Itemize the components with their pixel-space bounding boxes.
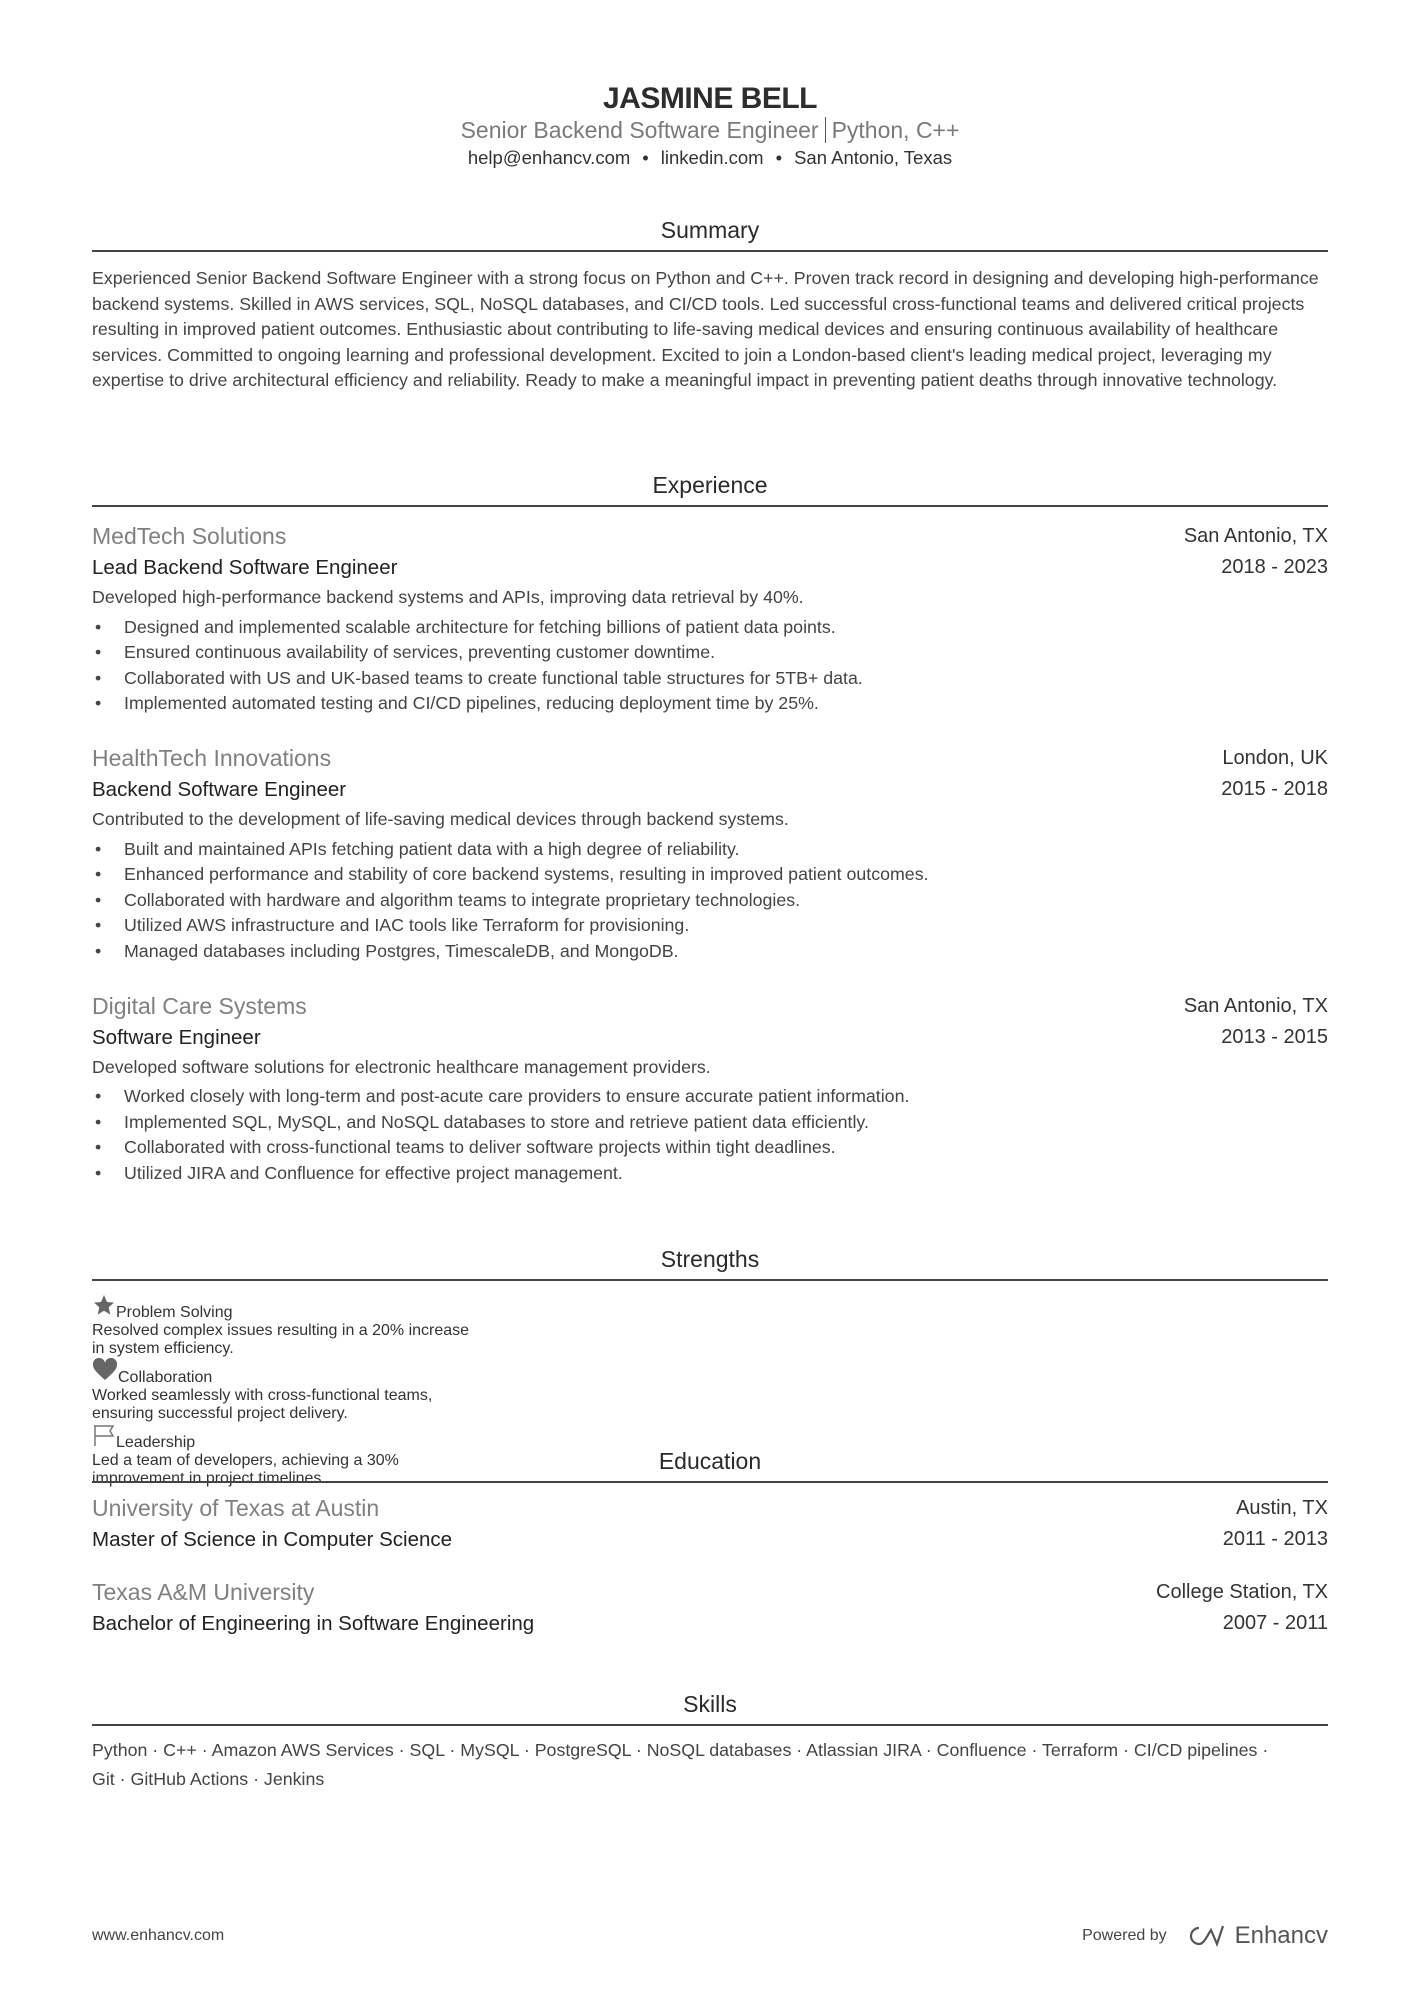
education-item (92, 1577, 1328, 1639)
bullet-item: • Collaborated with hardware and algorithm teams to integrate proprietary technologies. (92, 888, 1328, 914)
summary-text: Experienced Senior Backend Software Engineer with a strong focus on Python and C++. Proven track record in designing and developing high-performance backend systems. Skilled in AWS services, SQL, NoSQL databases, and CI/CD tools. Led successful cross-functional teams and delivered critical projects resulting in improved patient outcomes. Enthusiastic about contributing to life-saving medical devices and ensuring continuous availability of healthcare services. Committed to ongoing learning and professional development. Excited to join a London-based client's leading medical project, leveraging my expertise to drive architectural efficiency and reliability. Ready to make a meaningful impact in preventing patient deaths through innovative technology. (92, 268, 1319, 391)
job-location: San Antonio, TX (1183, 525, 1328, 547)
section-heading: Skills (92, 1690, 1328, 1726)
section-heading: Summary (92, 216, 1328, 252)
strength-title: Collaboration (118, 1369, 213, 1386)
footer (92, 1922, 1328, 1950)
school-name: University of Texas at Austin (92, 1495, 380, 1521)
title-skills: Python, C++ (831, 117, 960, 143)
experience-section (92, 471, 1328, 1187)
contact-info: help@enhancv.com • linkedin.com • San Antonio, Texas (467, 147, 953, 168)
skills-section (92, 1690, 1328, 1794)
job-entry (92, 743, 1328, 965)
job-dates: 2018 - 2023 (1221, 556, 1328, 578)
strength-desc: Worked seamlessly with cross-functional teams, ensuring successful project delivery. (92, 1387, 433, 1422)
job-bullets (92, 615, 1328, 717)
summary-section (92, 216, 1328, 394)
section-heading: Experience (92, 471, 1328, 507)
bullet-item: • Managed databases including Postgres, TimescaleDB, and MongoDB. (92, 939, 1328, 965)
linkedin-link[interactable]: linkedin.com (660, 147, 764, 168)
candidate-name: JASMINE BELL (602, 82, 818, 115)
job-location: San Antonio, TX (1183, 994, 1328, 1017)
school-location: College Station, TX (1156, 1581, 1328, 1603)
education-dates: 2011 - 2013 (1222, 1528, 1328, 1550)
job-dates: 2013 - 2015 (1221, 1025, 1328, 1048)
strength-desc: Resolved complex issues resulting in a 20% increase in system efficiency. (92, 1322, 470, 1357)
school-name: Texas A&M University (92, 1579, 315, 1605)
job-description: Developed software solutions for electronic healthcare management providers. (92, 1056, 711, 1077)
skills-list (92, 1736, 1328, 1794)
job-description: Contributed to the development of life-saving medical devices through backend systems. (92, 808, 789, 829)
candidate-title (92, 117, 1328, 144)
brand-name: Enhancv (1234, 1922, 1328, 1949)
bullet-item: • Collaborated with cross-functional teams to deliver software projects within tight deadlines. (92, 1135, 1328, 1161)
bullet-item: • Collaborated with US and UK-based teams to create functional table structures for 5TB+ data. (92, 666, 1328, 692)
strength-title: Leadership (116, 1434, 196, 1451)
strength-item (92, 1293, 472, 1358)
skills-line: Python · C++ · Amazon AWS Services · SQL · MySQL · PostgreSQL · NoSQL databases · Atlassian JIRA · Confluence · Terraform · CI/CD pipelines · (92, 1740, 1269, 1760)
location: San Antonio, Texas (794, 147, 953, 168)
bullet-item: • Ensured continuous availability of services, preventing customer downtime. (92, 640, 1328, 666)
education-dates: 2007 - 2011 (1222, 1612, 1328, 1634)
job-dates: 2015 - 2018 (1221, 777, 1328, 800)
strength-item (92, 1358, 472, 1423)
section-heading: Strengths (92, 1245, 1328, 1281)
strength-title: Problem Solving (116, 1304, 233, 1321)
bullet-item: • Built and maintained APIs fetching patient data with a high degree of reliability. (92, 837, 1328, 863)
job-bullets (92, 837, 1328, 965)
section-heading: Education (92, 1447, 1328, 1483)
bullet-item: • Utilized JIRA and Confluence for effective project management. (92, 1161, 1328, 1187)
job-role: Backend Software Engineer (92, 777, 347, 801)
job-location: London, UK (1222, 746, 1328, 769)
school-location: Austin, TX (1236, 1497, 1328, 1519)
bullet-item: • Utilized AWS infrastructure and IAC tools like Terraform for provisioning. (92, 913, 1328, 939)
bullet-item: • Implemented automated testing and CI/CD pipelines, reducing deployment time by 25%. (92, 691, 1328, 717)
bullet-item: • Enhanced performance and stability of core backend systems, resulting in improved patient outcomes. (92, 862, 1328, 888)
email-link[interactable]: help@enhancv.com (467, 147, 631, 168)
company-name: HealthTech Innovations (92, 744, 332, 771)
bullet-item: • Implemented SQL, MySQL, and NoSQL databases to store and retrieve patient data efficiently. (92, 1110, 1328, 1136)
enhancv-logo-icon (1183, 1923, 1227, 1949)
company-name: Digital Care Systems (92, 992, 307, 1019)
enhancv-logo[interactable] (1183, 1922, 1328, 1950)
bullet-item: • Designed and implemented scalable architecture for fetching billions of patient data points. (92, 615, 1328, 641)
job-entry (92, 521, 1328, 717)
education-section (92, 1447, 1328, 1639)
website-link[interactable]: www.enhancv.com (92, 1927, 225, 1944)
education-item (92, 1493, 1328, 1555)
job-description: Developed high-performance backend systems and APIs, improving data retrieval by 40%. (92, 587, 804, 607)
job-bullets (92, 1084, 1328, 1186)
job-role: Software Engineer (92, 1025, 261, 1049)
powered-by-label: Powered by (1082, 1927, 1167, 1944)
heart-icon (92, 1369, 118, 1386)
title-divider (825, 117, 826, 143)
job-role: Lead Backend Software Engineer (92, 556, 398, 579)
bullet-item: • Worked closely with long-term and post-acute care providers to ensure accurate patient information. (92, 1084, 1328, 1110)
degree: Bachelor of Engineering in Software Engineering (92, 1612, 535, 1635)
title-role: Senior Backend Software Engineer (460, 117, 819, 143)
company-name: MedTech Solutions (92, 523, 287, 549)
strength-desc: Led a team of developers, achieving a 30% improvement in project timelines. (92, 1452, 399, 1487)
job-entry (92, 991, 1328, 1187)
degree: Master of Science in Computer Science (92, 1528, 453, 1551)
star-icon (92, 1304, 116, 1321)
skills-line: Git · GitHub Actions · Jenkins (92, 1769, 325, 1789)
